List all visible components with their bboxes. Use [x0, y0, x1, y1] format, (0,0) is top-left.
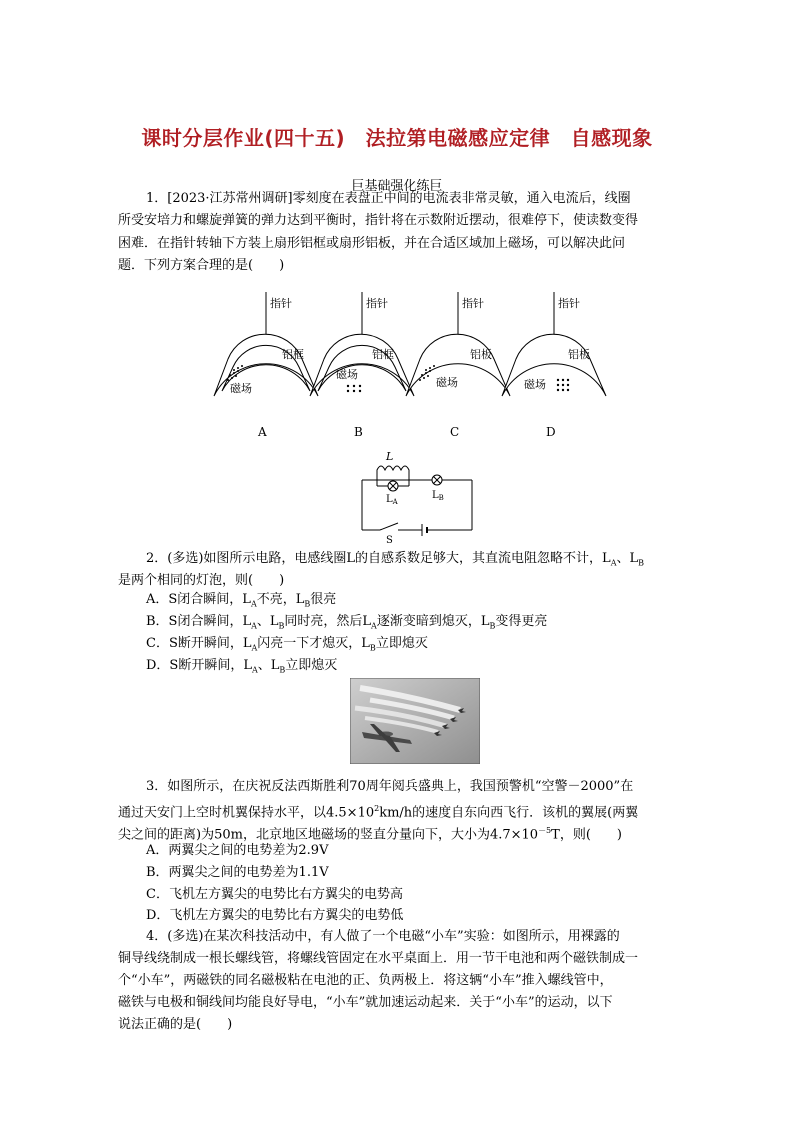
pointer-label: 指针 — [270, 297, 292, 310]
figure-a — [214, 292, 318, 439]
sector-plate — [406, 334, 510, 396]
section-title: 基础强化练 — [364, 179, 430, 194]
q3-line-1: 3．如图所示，在庆祝反法西斯胜利70周年阅兵盛典上，我国预警机“空警－2000”在 — [146, 779, 634, 794]
q2-option-b: B．S闭合瞬间，$L_A$、$L_B$同时亮，然后$L_A$逐渐变暗到熄灭，$L_B$变得更亮 — [146, 614, 548, 631]
figure-b — [310, 292, 414, 439]
q3-line-3: 尖之间的距离)为50m，北京地区地磁场的竖直分量向下，大小为$4.7\times 10^{-5}T$，则( ) — [118, 826, 622, 843]
choice-label: B — [354, 425, 363, 439]
field-dots — [347, 385, 361, 392]
pointer-label: 指针 — [366, 297, 388, 310]
sector-plate — [502, 334, 606, 396]
q3-option-b: B．两翼尖之间的电势差为1.1V — [146, 865, 329, 880]
lamp-a-label: $L_A$ — [386, 494, 398, 506]
q2-circuit-diagram — [352, 450, 482, 545]
plate-label: 铝板 — [470, 348, 492, 361]
q2-option-d: D．S断开瞬间，$L_A$、$L_B$立即熄灭 — [146, 658, 338, 675]
choice-label: C — [450, 425, 460, 439]
choice-label: D — [546, 425, 556, 439]
q2-option-a: A．S闭合瞬间，$L_A$不亮，$L_B$很亮 — [146, 592, 337, 609]
q2-line-1: 2．(多选)如图所示电路，电感线圈L的自感系数足够大，其直流电阻忽略不计，$L_A$、$L_B$ — [146, 551, 644, 568]
q1-figures — [200, 290, 620, 440]
q1-line-4: 题．下列方案合理的是( ) — [118, 258, 285, 273]
pointer-label: 指针 — [558, 297, 580, 310]
q1-line-1: 1．[2023·江苏常州调研]零刻度在表盘正中间的电流表非常灵敏，通入电流后，线圈 — [146, 191, 631, 206]
plate-label: 铝框 — [282, 348, 304, 361]
choice-label: A — [258, 425, 267, 439]
field-label: 磁场 — [436, 376, 458, 389]
field-dots — [557, 379, 569, 391]
field-label: 磁场 — [336, 368, 358, 381]
q1-line-2: 所受安培力和螺旋弹簧的弹力达到平衡时，指针将在示数附近摆动，很难停下，使读数变得 — [118, 213, 639, 228]
figure-d — [502, 292, 606, 439]
q2-line-2: 是两个相同的灯泡，则( ) — [118, 573, 285, 588]
section-mark-right: 巨 — [429, 179, 443, 194]
q4-line-2: 铜导线绕制成一根长螺线管，将螺线管固定在水平桌面上．用一节干电池和两个磁铁制成一 — [118, 951, 639, 966]
q4-line-5: 说法正确的是( ) — [118, 1017, 233, 1032]
switch-icon — [380, 523, 398, 530]
plate-label: 铝框 — [372, 348, 394, 361]
page-title: 课时分层作业(四十五) 法拉第电磁感应定律 自感现象 — [141, 126, 653, 150]
lamp-b-label: $L_B$ — [432, 490, 444, 502]
pointer-label: 指针 — [462, 297, 484, 310]
q3-option-a: A．两翼尖之间的电势差为2.9V — [146, 843, 329, 858]
q4-line-3: 个“小车”，两磁铁的同名磁极粘在电池的正、负两极上．将这辆“小车”推入螺线管中， — [118, 973, 613, 988]
q4-line-4: 磁铁与电极和铜线间均能良好导电，“小车”就加速运动起来．关于“小车”的运动，以下 — [118, 995, 613, 1010]
q3-option-c: C．飞机左方翼尖的电势比右方翼尖的电势高 — [146, 887, 403, 902]
q2-option-c: C．S断开瞬间，$L_A$闪亮一下才熄灭，$L_B$立即熄灭 — [146, 636, 428, 653]
q4-line-1: 4．(多选)在某次科技活动中，有人做了一个电磁“小车”实验：如图所示，用裸露的 — [146, 929, 620, 944]
q3-option-d: D．飞机左方翼尖的电势比右方翼尖的电势低 — [146, 908, 404, 923]
airplane-formation-photo — [350, 678, 480, 764]
field-label: 磁场 — [230, 382, 252, 395]
q3-line-2: 通过天安门上空时机翼保持水平，以$4.5\times 10^2km/h$的速度自东向西飞行．该机的翼展(两翼 — [118, 804, 639, 821]
switch-label: S — [386, 535, 393, 545]
figure-c — [406, 292, 510, 439]
inductor-label: L — [386, 450, 394, 463]
field-label: 磁场 — [524, 378, 546, 391]
section-mark-left: 巨 — [351, 179, 365, 194]
inductor-coil — [377, 466, 409, 480]
plate-label: 铝板 — [568, 348, 590, 361]
q1-line-3: 困难．在指针转轴下方装上扇形铝框或扇形铝板，并在合适区域加上磁场，可以解决此问 — [118, 236, 626, 251]
